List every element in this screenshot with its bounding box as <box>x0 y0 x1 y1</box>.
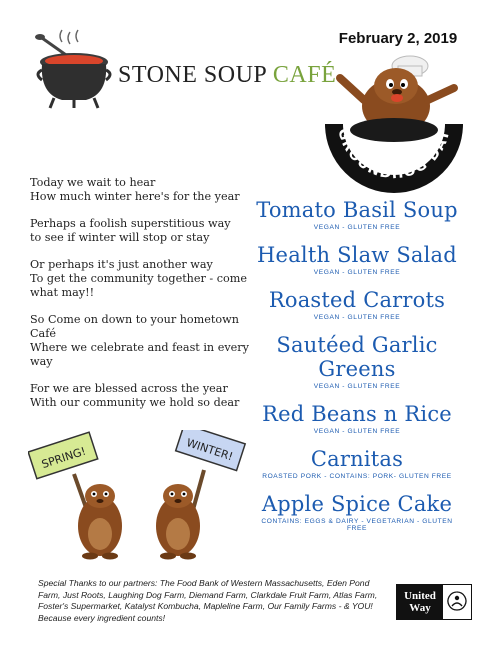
poem-line: to see if winter will stop or stay <box>30 231 210 244</box>
dish-tags: VEGAN - GLUTEN FREE <box>313 428 401 435</box>
poem-line: For we are blessed across the year <box>30 382 228 395</box>
spring-sign-text: SPRING! <box>40 444 88 472</box>
dish-name: Sautéed Garlic Greens <box>276 333 438 381</box>
dish-name: Apple Spice Cake <box>261 492 453 516</box>
united-way-logo <box>396 584 472 620</box>
poem-line: Today we wait to hear <box>30 176 156 189</box>
poem-stanza <box>30 217 266 245</box>
poem-line: To get the community together - come what may!! <box>30 272 247 299</box>
poem-stanza <box>30 258 266 300</box>
united-way-line1: United <box>404 590 436 602</box>
menu-item <box>252 243 462 276</box>
menu-list <box>252 198 462 544</box>
menu-item <box>252 492 462 532</box>
poem-line: Perhaps a foolish superstitious way <box>30 217 231 230</box>
menu-item <box>252 402 462 435</box>
poem-line: How much winter here's for the year <box>30 190 240 203</box>
poem-line: With our community we hold so dear <box>30 396 240 409</box>
poem-line: So Come on down to your hometown Café <box>30 313 239 340</box>
dish-name: Health Slaw Salad <box>257 243 457 267</box>
menu-item <box>252 198 462 231</box>
cafe-name-main: STONE SOUP <box>118 62 273 88</box>
dish-tags: VEGAN - GLUTEN FREE <box>313 269 401 276</box>
cafe-name <box>118 62 336 89</box>
dish-name: Red Beans n Rice <box>262 402 452 426</box>
dish-tags: VEGAN - GLUTEN FREE <box>313 314 401 321</box>
groundhog-day-badge <box>318 52 468 202</box>
menu-item <box>252 447 462 480</box>
dish-name: Roasted Carrots <box>268 288 446 312</box>
united-way-line2: Way <box>409 602 431 614</box>
poem-stanza <box>30 313 266 369</box>
dish-tags: VEGAN - GLUTEN FREE <box>313 383 401 390</box>
dish-name: Carnitas <box>310 447 404 471</box>
dish-tags: ROASTED PORK - CONTAINS: PORK- GLUTEN FREE <box>262 473 452 480</box>
badge-text: GROUNDHOG DAY <box>334 126 454 183</box>
dish-name: Tomato Basil Soup <box>256 198 458 222</box>
poem-line: Or perhaps it's just another way <box>30 258 213 271</box>
cafe-name-accent: CAFÉ <box>272 62 337 88</box>
menu-item <box>252 333 462 390</box>
poem-stanza <box>30 382 266 410</box>
united-way-hand-icon <box>443 585 471 619</box>
poem <box>30 176 266 423</box>
poem-line: Where we celebrate and feast in every way <box>30 341 249 368</box>
menu-item <box>252 288 462 321</box>
groundhogs-illustration <box>28 430 258 570</box>
poem-stanza <box>30 176 266 204</box>
dish-tags: CONTAINS: EGGS & DAIRY - VEGETARIAN - GLUTEN FREE <box>261 518 453 532</box>
dish-tags: VEGAN - GLUTEN FREE <box>313 224 401 231</box>
partners-thanks: Special Thanks to our partners: The Food Bank of Western Massachusetts, Eden Pond Farm, Just Roots, Laughing Dog Farm, Diemand Farm, Clarkdale Fruit Farm, Atlas Farm, Foster's Supermarket, Katalyst Kombucha, Mapleline Farm, Our Family Farms - & YOU! Because every ingredient counts! <box>38 578 378 623</box>
menu-date: February 2, 2019 <box>338 30 458 47</box>
winter-sign-text: WINTER! <box>184 436 235 464</box>
